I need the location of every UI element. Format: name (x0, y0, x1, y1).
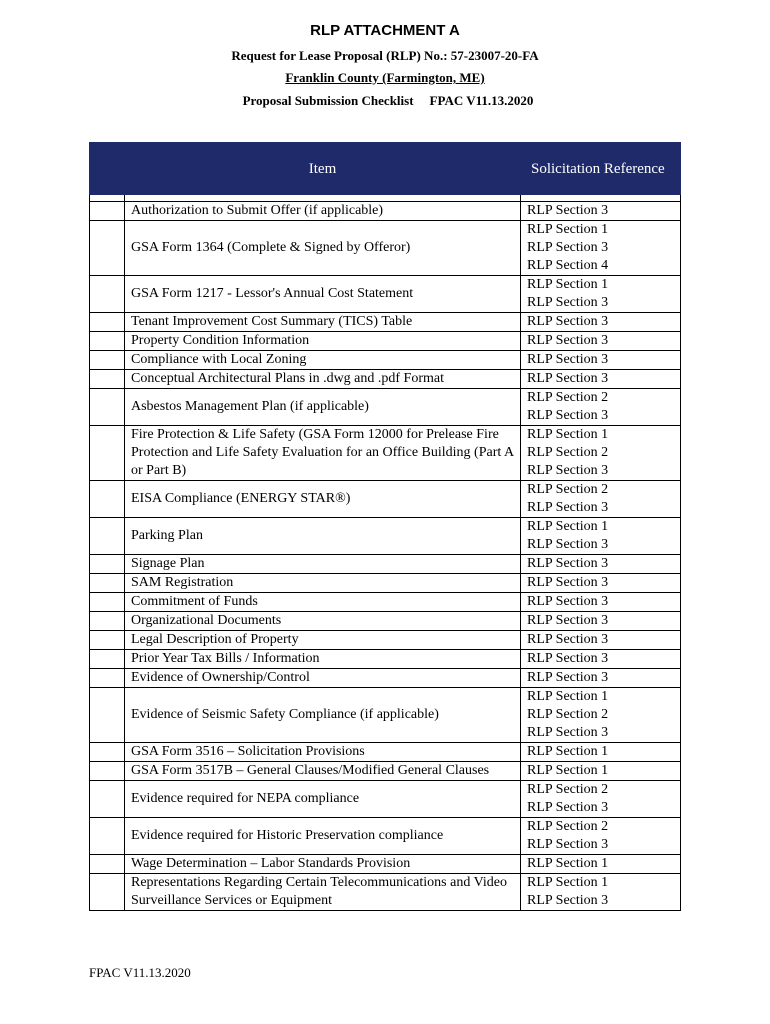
item-cell: SAM Registration (125, 574, 521, 593)
item-cell: GSA Form 1364 (Complete & Signed by Offeror) (125, 221, 521, 276)
table-row (90, 574, 681, 593)
item-cell: Evidence required for NEPA compliance (125, 781, 521, 818)
table-row (90, 351, 681, 370)
reference-line: RLP Section 3 (527, 240, 609, 255)
reference-line: RLP Section 1 (527, 222, 609, 237)
table-row (90, 202, 681, 221)
item-cell: GSA Form 3516 – Solicitation Provisions (125, 743, 521, 762)
checkbox-cell[interactable] (90, 781, 125, 818)
table-row (90, 313, 681, 332)
reference-line: RLP Section 2 (527, 482, 609, 497)
checkbox-cell[interactable] (90, 351, 125, 370)
checkbox-cell[interactable] (90, 650, 125, 669)
reference-line: RLP Section 1 (527, 744, 609, 759)
table-row (90, 370, 681, 389)
reference-cell (521, 631, 681, 650)
reference-line: RLP Section 3 (527, 725, 609, 740)
county-location: Franklin County (Farmington, ME) (285, 70, 485, 85)
reference-line: RLP Section 3 (527, 371, 609, 386)
rlp-number: Request for Lease Proposal (RLP) No.: 57-23007-20-FA (231, 48, 539, 63)
checkbox-cell[interactable] (90, 855, 125, 874)
table-row (90, 631, 681, 650)
table-row (90, 481, 681, 518)
item-cell: Compliance with Local Zoning (125, 351, 521, 370)
reference-line: RLP Section 3 (527, 800, 609, 815)
reference-line: RLP Section 3 (527, 651, 609, 666)
item-cell: Evidence required for Historic Preservation compliance (125, 818, 521, 855)
item-cell: Wage Determination – Labor Standards Provision (125, 855, 521, 874)
table-row (90, 555, 681, 574)
reference-line: RLP Section 4 (527, 258, 609, 273)
reference-line: RLP Section 2 (527, 445, 609, 460)
checkbox-cell[interactable] (90, 688, 125, 743)
reference-cell (521, 276, 681, 313)
item-cell: Tenant Improvement Cost Summary (TICS) Table (125, 313, 521, 332)
item-cell: Parking Plan (125, 518, 521, 555)
checkbox-cell[interactable] (90, 332, 125, 351)
item-cell: Property Condition Information (125, 332, 521, 351)
table-row (90, 221, 681, 276)
table-row (90, 781, 681, 818)
checkbox-cell[interactable] (90, 612, 125, 631)
checkbox-cell[interactable] (90, 389, 125, 426)
checkbox-cell[interactable] (90, 762, 125, 781)
item-cell: Legal Description of Property (125, 631, 521, 650)
checkbox-cell[interactable] (90, 743, 125, 762)
table-row (90, 612, 681, 631)
reference-line: RLP Section 3 (527, 500, 609, 515)
item-cell: Asbestos Management Plan (if applicable) (125, 389, 521, 426)
table-row (90, 688, 681, 743)
submission-checklist-table (89, 142, 681, 911)
reference-line: RLP Section 1 (527, 427, 609, 442)
reference-line: RLP Section 3 (527, 333, 609, 348)
item-cell: GSA Form 3517B – General Clauses/Modified General Clauses (125, 762, 521, 781)
reference-cell (521, 743, 681, 762)
reference-line: RLP Section 3 (527, 893, 609, 908)
checkbox-cell[interactable] (90, 313, 125, 332)
reference-cell (521, 370, 681, 389)
reference-cell (521, 688, 681, 743)
table-row (90, 855, 681, 874)
table-row (90, 518, 681, 555)
reference-cell (521, 426, 681, 481)
table-row (90, 593, 681, 612)
reference-line: RLP Section 3 (527, 203, 609, 218)
table-header-row (90, 143, 681, 195)
item-cell: EISA Compliance (ENERGY STAR®) (125, 481, 521, 518)
checkbox-cell[interactable] (90, 518, 125, 555)
item-cell: Organizational Documents (125, 612, 521, 631)
item-column-header: Item (125, 143, 521, 195)
reference-line: RLP Section 3 (527, 670, 609, 685)
checkbox-cell[interactable] (90, 631, 125, 650)
item-cell: Prior Year Tax Bills / Information (125, 650, 521, 669)
item-cell: GSA Form 1217 - Lessor's Annual Cost Statement (125, 276, 521, 313)
table-row (90, 762, 681, 781)
document-title: RLP ATTACHMENT A (310, 22, 460, 39)
reference-cell (521, 781, 681, 818)
reference-line: RLP Section 3 (527, 408, 609, 423)
reference-line: RLP Section 3 (527, 295, 609, 310)
reference-line: RLP Section 1 (527, 519, 609, 534)
reference-line: RLP Section 3 (527, 594, 609, 609)
checkbox-cell[interactable] (90, 874, 125, 911)
reference-cell (521, 332, 681, 351)
reference-column-header: Solicitation Reference (521, 143, 681, 195)
reference-line: RLP Section 1 (527, 875, 609, 890)
reference-cell (521, 221, 681, 276)
reference-line: RLP Section 2 (527, 707, 609, 722)
reference-line: RLP Section 3 (527, 632, 609, 647)
reference-cell (521, 669, 681, 688)
item-cell: Commitment of Funds (125, 593, 521, 612)
item-cell: Conceptual Architectural Plans in .dwg and .pdf Format (125, 370, 521, 389)
table-row (90, 818, 681, 855)
reference-line: RLP Section 3 (527, 352, 609, 367)
reference-cell (521, 650, 681, 669)
reference-line: RLP Section 1 (527, 277, 609, 292)
checkbox-column-header (90, 143, 125, 195)
reference-line: RLP Section 1 (527, 856, 609, 871)
checklist-line (3, 93, 770, 109)
reference-cell (521, 518, 681, 555)
item-cell: Signage Plan (125, 555, 521, 574)
checkbox-cell[interactable] (90, 221, 125, 276)
version-label: FPAC V11.13.2020 (429, 93, 534, 108)
reference-line: RLP Section 3 (527, 613, 609, 628)
reference-cell (521, 762, 681, 781)
reference-cell (521, 874, 681, 911)
table-row (90, 389, 681, 426)
table-row (90, 743, 681, 762)
reference-cell (521, 593, 681, 612)
reference-cell (521, 481, 681, 518)
reference-line: RLP Section 3 (527, 837, 609, 852)
table-row (90, 332, 681, 351)
item-cell: Fire Protection & Life Safety (GSA Form 12000 for Prelease Fire Protection and Life Safety Evaluation for an Office Building (Part A or Part B) (125, 426, 521, 481)
reference-cell (521, 818, 681, 855)
reference-cell (521, 351, 681, 370)
reference-line: RLP Section 2 (527, 390, 609, 405)
reference-line: RLP Section 3 (527, 463, 609, 478)
reference-line: RLP Section 1 (527, 763, 609, 778)
reference-line: RLP Section 3 (527, 556, 609, 571)
item-cell: Evidence of Ownership/Control (125, 669, 521, 688)
table-row (90, 276, 681, 313)
item-cell: Representations Regarding Certain Telecommunications and Video Surveillance Services or Equipment (125, 874, 521, 911)
reference-cell (521, 612, 681, 631)
reference-cell (521, 389, 681, 426)
checkbox-cell[interactable] (90, 481, 125, 518)
checklist-title: Proposal Submission Checklist (242, 93, 414, 108)
reference-cell (521, 313, 681, 332)
checkbox-cell[interactable] (90, 370, 125, 389)
checkbox-cell[interactable] (90, 276, 125, 313)
reference-line: RLP Section 2 (527, 782, 609, 797)
checkbox-cell[interactable] (90, 593, 125, 612)
checkbox-cell[interactable] (90, 426, 125, 481)
table-row (90, 650, 681, 669)
reference-line: RLP Section 2 (527, 819, 609, 834)
reference-cell (521, 202, 681, 221)
checkbox-cell[interactable] (90, 669, 125, 688)
reference-cell (521, 555, 681, 574)
item-cell: Evidence of Seismic Safety Compliance (if applicable) (125, 688, 521, 743)
checkbox-cell[interactable] (90, 202, 125, 221)
reference-line: RLP Section 3 (527, 575, 609, 590)
page-footer: FPAC V11.13.2020 (89, 965, 191, 980)
checkbox-cell[interactable] (90, 574, 125, 593)
item-cell: Authorization to Submit Offer (if applicable) (125, 202, 521, 221)
table-row (90, 874, 681, 911)
checkbox-cell[interactable] (90, 818, 125, 855)
reference-line: RLP Section 3 (527, 537, 609, 552)
reference-line: RLP Section 3 (527, 314, 609, 329)
reference-cell (521, 574, 681, 593)
reference-line: RLP Section 1 (527, 689, 609, 704)
table-row (90, 669, 681, 688)
checkbox-cell[interactable] (90, 555, 125, 574)
table-row (90, 426, 681, 481)
reference-cell (521, 855, 681, 874)
